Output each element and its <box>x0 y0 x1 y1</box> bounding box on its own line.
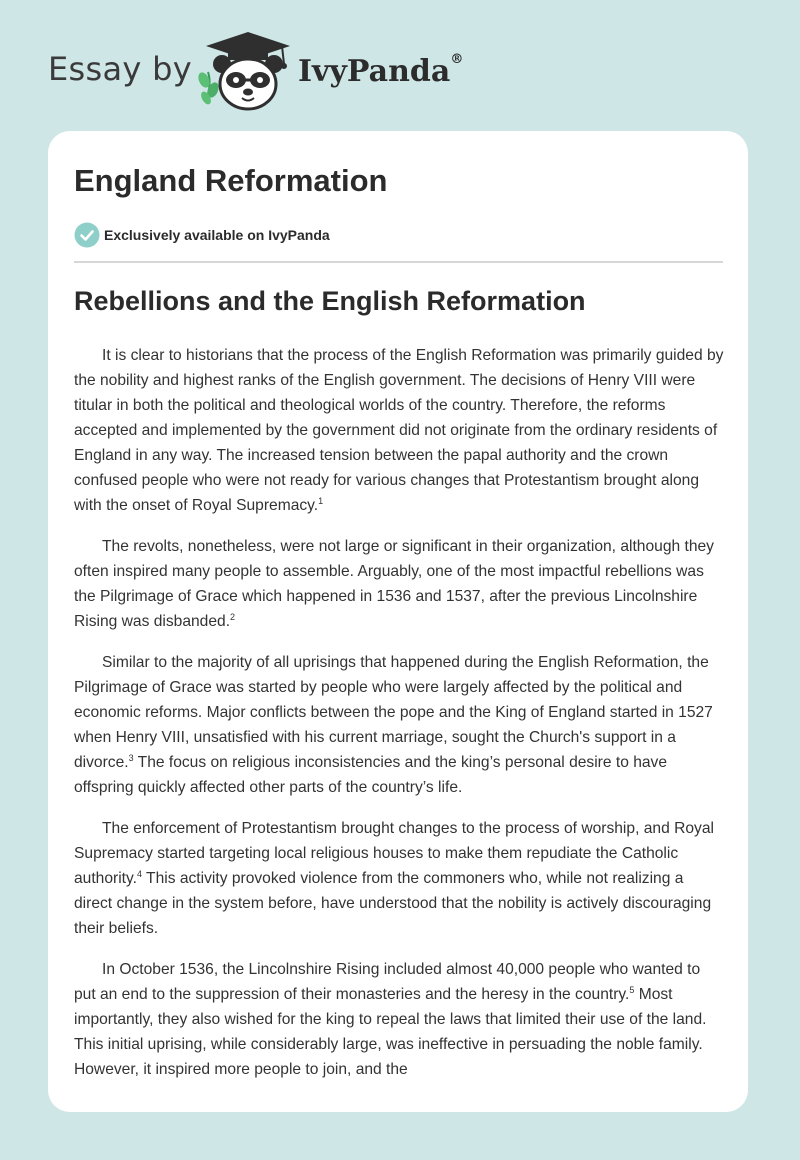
paragraph <box>74 816 724 941</box>
page-title: England Reformation <box>74 163 388 198</box>
paragraph-text-continued: Most importantly, they also wished for the king to repeal the laws that limited their use of the land. This initial uprising, while considerably large, was ineffective in persuading the noble family. However, it inspired more people to join, and the <box>74 986 707 1078</box>
badge-text: Exclusively available on IvyPanda <box>104 227 330 243</box>
site-brand <box>48 30 528 114</box>
paragraph-text: The revolts, nonetheless, were not large or significant in their organization, although they often inspired many people to assemble. Arguably, one of the most impactful rebellions was the Pilgrimage of Grace which happened in 1536 and 1537, after the previous Lincolnshire Rising was disbanded. <box>74 538 714 630</box>
paragraph <box>74 534 724 634</box>
paragraph <box>74 343 724 518</box>
article-body <box>74 343 724 1098</box>
footnote-ref[interactable]: 3 <box>128 752 134 763</box>
section-title: Rebellions and the English Reformation <box>74 286 586 316</box>
footnote-ref[interactable]: 2 <box>230 611 236 622</box>
brand-prefix: Essay by <box>48 50 192 88</box>
divider <box>74 261 723 263</box>
registered-mark: ® <box>450 52 464 67</box>
footnote-ref[interactable]: 4 <box>136 868 142 879</box>
paragraph <box>74 650 724 800</box>
footnote-ref[interactable]: 5 <box>629 984 635 995</box>
paragraph-text: Similar to the majority of all uprisings that happened during the English Reformation, the Pilgrimage of Grace was started by people who were largely affected by the political and economic reforms. Major conflicts between the pope and the King of England started in 1527 when Henry VIII, unsatisfied with his current marriage, sought the Church's support in a divorce. <box>74 654 713 771</box>
brand-name <box>298 54 463 89</box>
brand-name-text: IvyPanda <box>298 54 451 89</box>
paragraph <box>74 957 724 1082</box>
check-circle-icon <box>74 222 100 248</box>
article-card <box>48 131 748 1112</box>
footnote-ref[interactable]: 1 <box>318 495 324 506</box>
paragraph-text-continued: This activity provoked violence from the commoners who, while not realizing a direct change in the system before, have understood that the nobility is actively discouraging their beliefs. <box>74 870 712 937</box>
graduate-panda-icon <box>198 30 298 114</box>
paragraph-text: In October 1536, the Lincolnshire Rising included almost 40,000 people who wanted to put an end to the suppression of their monasteries and the heresy in the country. <box>74 961 701 1003</box>
paragraph-text: The enforcement of Protestantism brought changes to the process of worship, and Royal Supremacy started targeting local religious houses to make them repudiate the Catholic authority. <box>74 820 714 887</box>
paragraph-text: It is clear to historians that the process of the English Reformation was primarily guided by the nobility and highest ranks of the English government. The decisions of Henry VIII were titular in both the political and theological worlds of the country. Therefore, the reforms accepted and implemented by the government did not originate from the ordinary residents of England in any way. The increased tension between the papal authority and the crown confused people who were not ready for various changes that Protestantism brought along with the onset of Royal Supremacy. <box>74 347 724 514</box>
paragraph-text-continued: The focus on religious inconsistencies and the king’s personal desire to have offspring quickly affected other parts of the country’s life. <box>74 754 668 796</box>
